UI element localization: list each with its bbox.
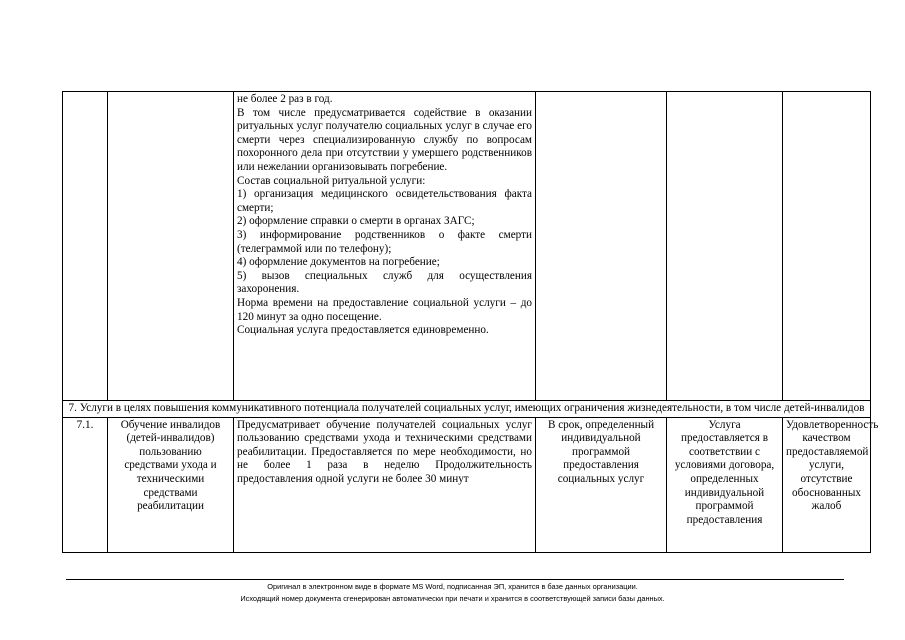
description-paragraph: Социальная услуга предоставляется единовременно. xyxy=(237,324,489,337)
description-paragraph: 1) организация медицинского освидетельствования факта смерти; xyxy=(237,188,532,214)
cell-service-description xyxy=(234,92,536,401)
table-row xyxy=(63,417,871,552)
cell-term: В срок, определенный индивидуальной программой предоставления социальных услуг xyxy=(536,417,667,552)
cell-quality xyxy=(783,92,871,401)
footer-note-original: Оригинал в электронном виде в формате MS Word, подписанная ЭП, хранится в базе данных организации. xyxy=(267,582,638,591)
cell-service-description: Предусматривает обучение получателей социальных услуг пользованию средствами ухода и техническими средствами реабилитации. Предоставляется по мере необходимости, но не более 1 раза в неделю Продолжительность предоставления одной услуги не более 30 минут xyxy=(234,417,536,552)
cell-term xyxy=(536,92,667,401)
cell-service-name xyxy=(108,92,234,401)
cell-service-name: Обучение инвалидов (детей-инвалидов) пользованию средствами ухода и техническими средствами реабилитации xyxy=(108,417,234,552)
cell-number: 7.1. xyxy=(63,417,108,552)
cell-conditions: Услуга предоставляется в соответствии с условиями договора, определенных индивидуальной программой предоставления xyxy=(667,417,783,552)
description-paragraph: Норма времени на предоставление социальной услуги – до 120 минут за одно посещение. xyxy=(237,296,532,323)
cell-number xyxy=(63,92,108,401)
cell-conditions xyxy=(667,92,783,401)
services-table xyxy=(62,91,879,553)
cell-quality: Удовлетворенность качеством предоставляемой услуги, отсутствие обоснованных жалоб xyxy=(783,417,871,552)
description-paragraph: 4) оформление документов на погребение; xyxy=(237,256,440,269)
section-7-title: 7. Услуги в целях повышения коммуникативного потенциала получателей социальных услуг, имеющих ограничения жизнедеятельности, в том числе детей-инвалидов xyxy=(63,401,871,418)
description-paragraph: 3) информирование родственников о факте смерти (телеграммой или по телефону); xyxy=(237,228,532,255)
description-paragraph: 2) оформление справки о смерти в органах ЗАГС; xyxy=(237,215,475,228)
description-paragraph: 5) вызов специальных служб для осуществления захоронения. xyxy=(237,269,532,296)
footer-divider xyxy=(66,579,844,580)
description-paragraph: Состав социальной ритуальной услуги: xyxy=(237,174,426,187)
table-row xyxy=(63,92,871,401)
description-paragraph: В том числе предусматривается содействие в оказании ритуальных услуг получателю социальных услуг в случае его смерти через специализированную службу по вопросам похоронного дела при отсутствии у умершего родственников или нежелании организовывать погребение. xyxy=(237,106,532,173)
section-header-row xyxy=(63,401,871,418)
description-paragraph: не более 2 раз в год. xyxy=(237,93,333,105)
footer-note-number: Исходящий номер документа сгенерирован автоматически при печати и хранится в соответствующей записи базы данных. xyxy=(240,594,665,603)
